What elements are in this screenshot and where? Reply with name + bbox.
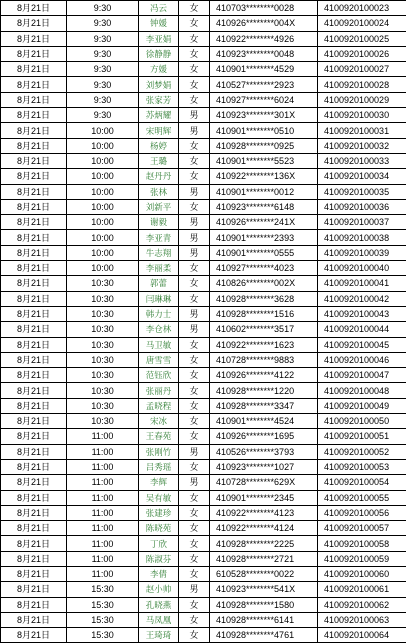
table-row: [1, 521, 406, 536]
time-cell: 9:30: [67, 16, 139, 31]
ticket-number-cell: 4100920100056: [318, 505, 406, 520]
time-cell: 9:30: [67, 1, 139, 16]
ticket-number-cell: 4100920100060: [318, 566, 406, 581]
date-cell: 8月21日: [1, 444, 67, 459]
time-cell: 11:00: [67, 566, 139, 581]
id-number-cell: 410526********3793: [210, 444, 318, 459]
date-cell: 8月21日: [1, 414, 67, 429]
date-cell: 8月21日: [1, 628, 67, 643]
date-cell: 8月21日: [1, 230, 67, 245]
table-row: [1, 261, 406, 276]
time-cell: 9:30: [67, 62, 139, 77]
ticket-number-cell: 4100920100050: [318, 414, 406, 429]
name-cell: 丁欣: [139, 536, 179, 551]
name-cell: 闫琳琳: [139, 291, 179, 306]
time-cell: 10:30: [67, 383, 139, 398]
name-cell: 李倩: [139, 566, 179, 581]
id-number-cell: 410926********004X: [210, 16, 318, 31]
table-row: [1, 505, 406, 520]
date-cell: 8月21日: [1, 612, 67, 627]
id-number-cell: 410901********4529: [210, 62, 318, 77]
gender-cell: 男: [179, 123, 210, 138]
id-number-cell: 410901********0012: [210, 184, 318, 199]
ticket-number-cell: 4100920100041: [318, 276, 406, 291]
name-cell: 钟媛: [139, 16, 179, 31]
ticket-number-cell: 4100920100039: [318, 245, 406, 260]
gender-cell: 女: [179, 505, 210, 520]
time-cell: 11:00: [67, 459, 139, 474]
name-cell: 孔晓燕: [139, 597, 179, 612]
gender-cell: 女: [179, 536, 210, 551]
table-row: [1, 444, 406, 459]
table-row: [1, 123, 406, 138]
table-body: [1, 1, 406, 643]
ticket-number-cell: 4100920100049: [318, 398, 406, 413]
date-cell: 8月21日: [1, 459, 67, 474]
time-cell: 11:00: [67, 475, 139, 490]
time-cell: 11:00: [67, 521, 139, 536]
time-cell: 15:30: [67, 612, 139, 627]
gender-cell: 男: [179, 245, 210, 260]
id-number-cell: 410926********241X: [210, 215, 318, 230]
gender-cell: 女: [179, 368, 210, 383]
date-cell: 8月21日: [1, 108, 67, 123]
time-cell: 10:00: [67, 153, 139, 168]
time-cell: 11:00: [67, 490, 139, 505]
ticket-number-cell: 4100920100030: [318, 108, 406, 123]
name-cell: 陈晓苑: [139, 521, 179, 536]
ticket-number-cell: 4100920100027: [318, 62, 406, 77]
table-row: [1, 628, 406, 643]
name-cell: 李仓林: [139, 322, 179, 337]
id-number-cell: 410923********6148: [210, 199, 318, 214]
id-number-cell: 410527********2923: [210, 77, 318, 92]
ticket-number-cell: 4100920100040: [318, 261, 406, 276]
name-cell: 宋明辉: [139, 123, 179, 138]
id-number-cell: 410922********1623: [210, 337, 318, 352]
table-row: [1, 199, 406, 214]
date-cell: 8月21日: [1, 123, 67, 138]
ticket-number-cell: 4100920100048: [318, 383, 406, 398]
ticket-number-cell: 4100920100059: [318, 551, 406, 566]
table-row: [1, 414, 406, 429]
id-number-cell: 410922********4123: [210, 505, 318, 520]
id-number-cell: 410922********4124: [210, 521, 318, 536]
id-number-cell: 410728********629X: [210, 475, 318, 490]
date-cell: 8月21日: [1, 475, 67, 490]
name-cell: 张刚竹: [139, 444, 179, 459]
ticket-number-cell: 4100920100063: [318, 612, 406, 627]
id-number-cell: 410728********9883: [210, 352, 318, 367]
id-number-cell: 410928********3628: [210, 291, 318, 306]
gender-cell: 女: [179, 62, 210, 77]
table-row: [1, 215, 406, 230]
name-cell: 吴有敏: [139, 490, 179, 505]
date-cell: 8月21日: [1, 261, 67, 276]
table-row: [1, 398, 406, 413]
table-row: [1, 322, 406, 337]
id-number-cell: 410901********0555: [210, 245, 318, 260]
date-cell: 8月21日: [1, 215, 67, 230]
ticket-number-cell: 4100920100058: [318, 536, 406, 551]
gender-cell: 男: [179, 475, 210, 490]
date-cell: 8月21日: [1, 505, 67, 520]
time-cell: 10:00: [67, 230, 139, 245]
time-cell: 10:00: [67, 215, 139, 230]
gender-cell: 女: [179, 414, 210, 429]
time-cell: 10:00: [67, 184, 139, 199]
date-cell: 8月21日: [1, 582, 67, 597]
time-cell: 10:30: [67, 414, 139, 429]
table-row: [1, 337, 406, 352]
gender-cell: 男: [179, 306, 210, 321]
table-row: [1, 429, 406, 444]
id-number-cell: 410923********301X: [210, 108, 318, 123]
id-number-cell: 410928********1220: [210, 383, 318, 398]
table-row: [1, 1, 406, 16]
id-number-cell: 410901********5523: [210, 153, 318, 168]
id-number-cell: 410928********6141: [210, 612, 318, 627]
time-cell: 10:00: [67, 199, 139, 214]
time-cell: 11:00: [67, 551, 139, 566]
name-cell: 李辉: [139, 475, 179, 490]
gender-cell: 女: [179, 46, 210, 61]
name-cell: 马凤凰: [139, 612, 179, 627]
name-cell: 牛志翔: [139, 245, 179, 260]
gender-cell: 女: [179, 138, 210, 153]
time-cell: 11:00: [67, 505, 139, 520]
ticket-number-cell: 4100920100064: [318, 628, 406, 643]
id-number-cell: 410928********1580: [210, 597, 318, 612]
ticket-number-cell: 4100920100025: [318, 31, 406, 46]
gender-cell: 男: [179, 444, 210, 459]
name-cell: 张丽丹: [139, 383, 179, 398]
gender-cell: 女: [179, 16, 210, 31]
gender-cell: 女: [179, 92, 210, 107]
ticket-number-cell: 4100920100054: [318, 475, 406, 490]
name-cell: 宋冰: [139, 414, 179, 429]
name-cell: 王琦琦: [139, 628, 179, 643]
id-number-cell: 410928********0925: [210, 138, 318, 153]
id-number-cell: 410923********541X: [210, 582, 318, 597]
table-row: [1, 475, 406, 490]
date-cell: 8月21日: [1, 184, 67, 199]
name-cell: 李亚娟: [139, 31, 179, 46]
name-cell: 赵丹丹: [139, 169, 179, 184]
date-cell: 8月21日: [1, 597, 67, 612]
gender-cell: 女: [179, 597, 210, 612]
id-number-cell: 410901********4524: [210, 414, 318, 429]
gender-cell: 女: [179, 429, 210, 444]
ticket-number-cell: 4100920100044: [318, 322, 406, 337]
date-cell: 8月21日: [1, 398, 67, 413]
name-cell: 方媛: [139, 62, 179, 77]
id-number-cell: 410703********0028: [210, 1, 318, 16]
name-cell: 张家芳: [139, 92, 179, 107]
id-number-cell: 410928********4761: [210, 628, 318, 643]
date-cell: 8月21日: [1, 521, 67, 536]
time-cell: 10:30: [67, 337, 139, 352]
date-cell: 8月21日: [1, 322, 67, 337]
gender-cell: 男: [179, 215, 210, 230]
date-cell: 8月21日: [1, 245, 67, 260]
id-number-cell: 410901********2345: [210, 490, 318, 505]
name-cell: 徐静静: [139, 46, 179, 61]
table-row: [1, 276, 406, 291]
ticket-number-cell: 4100920100053: [318, 459, 406, 474]
table-row: [1, 383, 406, 398]
time-cell: 9:30: [67, 92, 139, 107]
date-cell: 8月21日: [1, 383, 67, 398]
table-row: [1, 352, 406, 367]
time-cell: 10:30: [67, 398, 139, 413]
time-cell: 9:30: [67, 46, 139, 61]
id-number-cell: 410901********0510: [210, 123, 318, 138]
id-number-cell: 410826********002X: [210, 276, 318, 291]
gender-cell: 女: [179, 521, 210, 536]
table-row: [1, 566, 406, 581]
ticket-number-cell: 4100920100037: [318, 215, 406, 230]
date-cell: 8月21日: [1, 276, 67, 291]
name-cell: 马卫敏: [139, 337, 179, 352]
gender-cell: 女: [179, 77, 210, 92]
ticket-number-cell: 4100920100034: [318, 169, 406, 184]
gender-cell: 女: [179, 261, 210, 276]
ticket-number-cell: 4100920100057: [318, 521, 406, 536]
table-row: [1, 169, 406, 184]
id-number-cell: 410928********1516: [210, 306, 318, 321]
time-cell: 10:00: [67, 169, 139, 184]
ticket-number-cell: 4100920100045: [318, 337, 406, 352]
time-cell: 10:00: [67, 245, 139, 260]
name-cell: 刘梦娟: [139, 77, 179, 92]
name-cell: 李亚青: [139, 230, 179, 245]
name-cell: 范钰欣: [139, 368, 179, 383]
gender-cell: 女: [179, 566, 210, 581]
time-cell: 15:30: [67, 582, 139, 597]
table-row: [1, 551, 406, 566]
table-row: [1, 46, 406, 61]
table-row: [1, 245, 406, 260]
time-cell: 9:30: [67, 77, 139, 92]
table-row: [1, 153, 406, 168]
table-row: [1, 31, 406, 46]
id-number-cell: 410922********136X: [210, 169, 318, 184]
date-cell: 8月21日: [1, 46, 67, 61]
name-cell: 苏炳耀: [139, 108, 179, 123]
date-cell: 8月21日: [1, 138, 67, 153]
ticket-number-cell: 4100920100033: [318, 153, 406, 168]
ticket-number-cell: 4100920100062: [318, 597, 406, 612]
name-cell: 张建珍: [139, 505, 179, 520]
name-cell: 郭蕾: [139, 276, 179, 291]
table-row: [1, 306, 406, 321]
table-row: [1, 536, 406, 551]
time-cell: 10:00: [67, 138, 139, 153]
time-cell: 10:30: [67, 276, 139, 291]
date-cell: 8月21日: [1, 337, 67, 352]
ticket-number-cell: 4100920100052: [318, 444, 406, 459]
name-cell: 冯云: [139, 1, 179, 16]
gender-cell: 女: [179, 352, 210, 367]
name-cell: 张林: [139, 184, 179, 199]
name-cell: 王春苑: [139, 429, 179, 444]
time-cell: 15:30: [67, 597, 139, 612]
table-row: [1, 92, 406, 107]
ticket-number-cell: 4100920100029: [318, 92, 406, 107]
date-cell: 8月21日: [1, 153, 67, 168]
id-number-cell: 410602********3517: [210, 322, 318, 337]
name-cell: 唐雪雪: [139, 352, 179, 367]
table-row: [1, 459, 406, 474]
name-cell: 吕秀瑶: [139, 459, 179, 474]
gender-cell: 女: [179, 1, 210, 16]
gender-cell: 男: [179, 322, 210, 337]
time-cell: 10:00: [67, 123, 139, 138]
table-row: [1, 490, 406, 505]
gender-cell: 女: [179, 291, 210, 306]
date-cell: 8月21日: [1, 31, 67, 46]
date-cell: 8月21日: [1, 352, 67, 367]
gender-cell: 女: [179, 169, 210, 184]
time-cell: 10:30: [67, 322, 139, 337]
gender-cell: 女: [179, 383, 210, 398]
ticket-number-cell: 4100920100043: [318, 306, 406, 321]
gender-cell: 女: [179, 199, 210, 214]
id-number-cell: 410926********1695: [210, 429, 318, 444]
time-cell: 10:30: [67, 291, 139, 306]
name-cell: 韩力士: [139, 306, 179, 321]
date-cell: 8月21日: [1, 169, 67, 184]
time-cell: 10:00: [67, 261, 139, 276]
time-cell: 11:00: [67, 536, 139, 551]
ticket-number-cell: 4100920100023: [318, 1, 406, 16]
table-row: [1, 612, 406, 627]
gender-cell: 女: [179, 612, 210, 627]
ticket-number-cell: 4100920100055: [318, 490, 406, 505]
table-row: [1, 16, 406, 31]
date-cell: 8月21日: [1, 1, 67, 16]
gender-cell: 女: [179, 490, 210, 505]
gender-cell: 男: [179, 184, 210, 199]
date-cell: 8月21日: [1, 566, 67, 581]
date-cell: 8月21日: [1, 92, 67, 107]
table-row: [1, 108, 406, 123]
time-cell: 10:30: [67, 368, 139, 383]
gender-cell: 男: [179, 582, 210, 597]
date-cell: 8月21日: [1, 429, 67, 444]
table-row: [1, 230, 406, 245]
gender-cell: 女: [179, 337, 210, 352]
date-cell: 8月21日: [1, 306, 67, 321]
ticket-number-cell: 4100920100024: [318, 16, 406, 31]
ticket-number-cell: 4100920100026: [318, 46, 406, 61]
date-cell: 8月21日: [1, 16, 67, 31]
table-row: [1, 77, 406, 92]
gender-cell: 女: [179, 551, 210, 566]
gender-cell: 女: [179, 153, 210, 168]
date-cell: 8月21日: [1, 199, 67, 214]
ticket-number-cell: 4100920100036: [318, 199, 406, 214]
id-number-cell: 410928********2721: [210, 551, 318, 566]
time-cell: 11:00: [67, 444, 139, 459]
date-cell: 8月21日: [1, 77, 67, 92]
time-cell: 9:30: [67, 108, 139, 123]
name-cell: 孟晓程: [139, 398, 179, 413]
gender-cell: 女: [179, 31, 210, 46]
id-number-cell: 410923********1027: [210, 459, 318, 474]
id-number-cell: 410927********6024: [210, 92, 318, 107]
table-row: [1, 184, 406, 199]
id-number-cell: 410928********3347: [210, 398, 318, 413]
gender-cell: 男: [179, 108, 210, 123]
date-cell: 8月21日: [1, 62, 67, 77]
date-cell: 8月21日: [1, 490, 67, 505]
name-cell: 陈淑芬: [139, 551, 179, 566]
table-row: [1, 291, 406, 306]
id-number-cell: 410926********4122: [210, 368, 318, 383]
id-number-cell: 410922********4926: [210, 31, 318, 46]
ticket-number-cell: 4100920100032: [318, 138, 406, 153]
table-row: [1, 597, 406, 612]
gender-cell: 女: [179, 276, 210, 291]
date-cell: 8月21日: [1, 368, 67, 383]
time-cell: 10:30: [67, 352, 139, 367]
id-number-cell: 410923********0048: [210, 46, 318, 61]
ticket-number-cell: 4100920100038: [318, 230, 406, 245]
date-cell: 8月21日: [1, 551, 67, 566]
gender-cell: 女: [179, 398, 210, 413]
table-row: [1, 582, 406, 597]
table-row: [1, 138, 406, 153]
table-row: [1, 62, 406, 77]
date-cell: 8月21日: [1, 536, 67, 551]
name-cell: 赵小帅: [139, 582, 179, 597]
id-number-cell: 410901********2393: [210, 230, 318, 245]
name-cell: 杨婷: [139, 138, 179, 153]
name-cell: 谢毅: [139, 215, 179, 230]
time-cell: 10:30: [67, 306, 139, 321]
ticket-number-cell: 4100920100042: [318, 291, 406, 306]
ticket-number-cell: 4100920100031: [318, 123, 406, 138]
name-cell: 刘新平: [139, 199, 179, 214]
gender-cell: 女: [179, 459, 210, 474]
ticket-number-cell: 4100920100047: [318, 368, 406, 383]
time-cell: 15:30: [67, 628, 139, 643]
name-cell: 王璐: [139, 153, 179, 168]
id-number-cell: 610528********0022: [210, 566, 318, 581]
id-number-cell: 410927********4023: [210, 261, 318, 276]
gender-cell: 女: [179, 628, 210, 643]
time-cell: 11:00: [67, 429, 139, 444]
ticket-number-cell: 4100920100061: [318, 582, 406, 597]
ticket-number-cell: 4100920100035: [318, 184, 406, 199]
ticket-number-cell: 4100920100046: [318, 352, 406, 367]
ticket-number-cell: 4100920100028: [318, 77, 406, 92]
gender-cell: 男: [179, 230, 210, 245]
ticket-number-cell: 4100920100051: [318, 429, 406, 444]
date-cell: 8月21日: [1, 291, 67, 306]
name-cell: 李丽柔: [139, 261, 179, 276]
time-cell: 9:30: [67, 31, 139, 46]
table-row: [1, 368, 406, 383]
id-number-cell: 410928********2225: [210, 536, 318, 551]
